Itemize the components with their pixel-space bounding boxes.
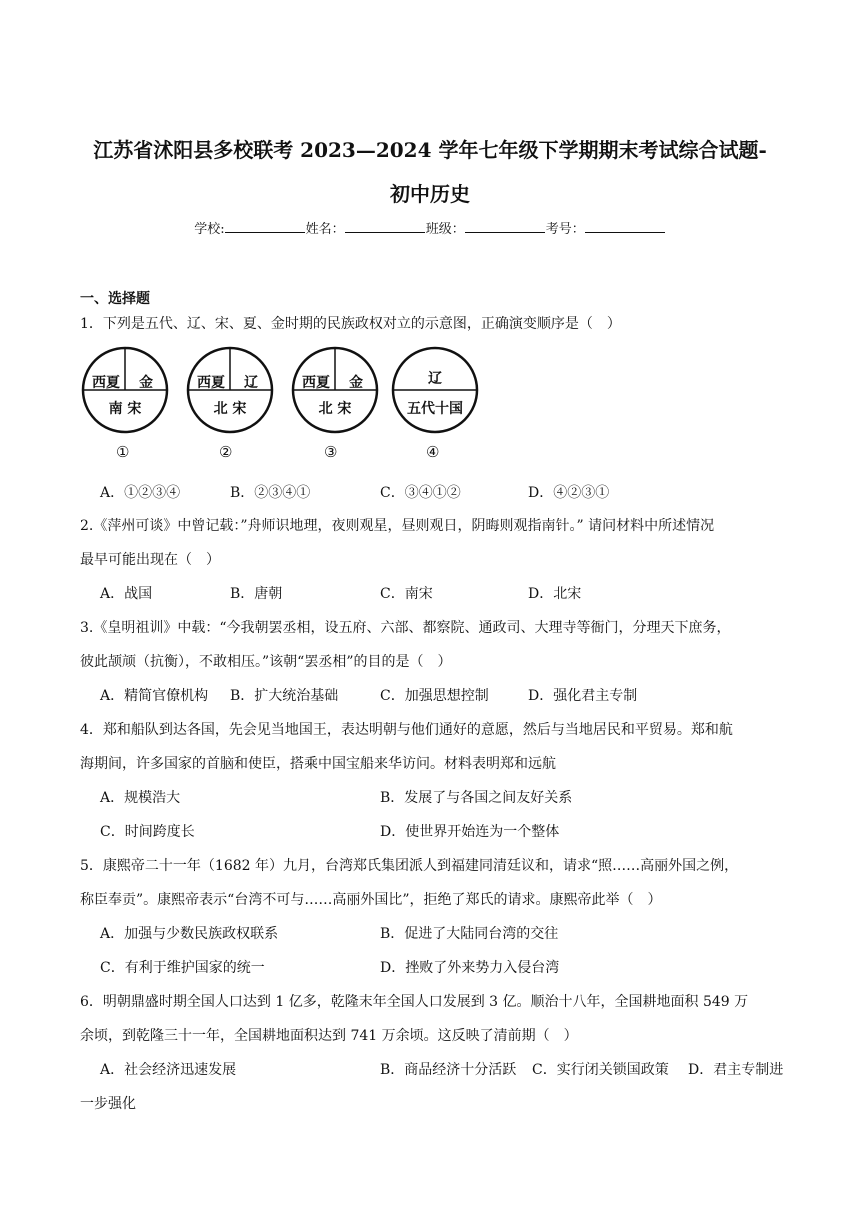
question-2-text-line1: 2.《萍州可谈》中曾记载：”舟师识地理，夜则观星，昼则观日，阴晦则观指南针。” 请问材料中所述情况: [80, 518, 715, 534]
q6-option-d[interactable]: D．君主专制进: [688, 1062, 784, 1078]
q4-option-d[interactable]: D．使世界开始连为一个整体: [380, 824, 560, 840]
diagram-3-top-left: 西夏: [302, 375, 330, 391]
diagram-2-bottom: 北 宋: [213, 401, 247, 417]
question-5-text-line2: 称臣奉贡”。康熙帝表示“台湾不可与……高丽外国比”，拒绝了郑氏的请求。康熙帝此举（ ）: [80, 892, 662, 908]
q2-option-a[interactable]: A．战国: [100, 586, 153, 602]
diagram-1-bottom: 南 宋: [108, 401, 142, 417]
question-6-text-line2: 余顷，到乾隆三十一年，全国耕地面积达到 741 万余顷。这反映了清前期（ ）: [80, 1028, 578, 1044]
diagram-circle-3: [290, 345, 400, 465]
question-4-text-line2: 海期间，许多国家的首脑和使臣，搭乘中国宝船来华访问。材料表明郑和远航: [80, 756, 556, 772]
question-3-text-line1: 3.《皇明祖训》中载：“今我朝罢丞相，设五府、六部、都察院、通政司、大理寺等衙门，分理天下庶务，: [80, 620, 731, 636]
diagram-circle-4: [390, 345, 500, 465]
section-heading: 一、选择题: [80, 291, 150, 307]
q3-option-d[interactable]: D．强化君主专制: [528, 688, 638, 704]
q1-option-b[interactable]: B．②③④①: [230, 485, 311, 501]
diagram-1-top-left: 西夏: [92, 375, 120, 391]
diagram-circle-2: [185, 345, 295, 465]
name-blank[interactable]: [345, 219, 425, 233]
q2-option-c[interactable]: C．南宋: [380, 586, 433, 602]
question-1-text: 1．下列是五代、辽、宋、夏、金时期的民族政权对立的示意图，正确演变顺序是（ ）: [80, 316, 621, 332]
question-6-text-line1: 6．明朝鼎盛时期全国人口达到 1 亿多，乾隆末年全国人口发展到 3 亿。顺治十八年，全国耕地面积 549 万: [80, 994, 749, 1010]
q3-option-b[interactable]: B．扩大统治基础: [230, 688, 339, 704]
diagram-2-top-left: 西夏: [197, 375, 225, 391]
diagram-1-top-right: 金: [139, 375, 153, 391]
q3-option-a[interactable]: A．精简官僚机构: [100, 688, 209, 704]
diagram-3-top-right: 金: [349, 375, 363, 391]
q1-option-c[interactable]: C．③④①②: [380, 485, 461, 501]
class-label: 班级：: [425, 222, 465, 237]
diagram-4-top: 辽: [428, 371, 442, 387]
q6-option-c[interactable]: C．实行闭关锁国政策: [532, 1062, 669, 1078]
q1-option-d[interactable]: D．④②③①: [528, 485, 610, 501]
diagram-1-number: ①: [116, 443, 130, 461]
school-label: 学校:: [194, 222, 225, 237]
q2-option-b[interactable]: B．唐朝: [230, 586, 283, 602]
q6-option-b[interactable]: B．商品经济十分活跃: [380, 1062, 517, 1078]
question-4-text-line1: 4．郑和船队到达各国，先会见当地国王，表达明朝与他们通好的意愿，然后与当地居民和平贸易。郑和航: [80, 722, 733, 738]
q6-option-d-continued: 一步强化: [80, 1096, 136, 1112]
q5-option-b[interactable]: B．促进了大陆同台湾的交往: [380, 926, 559, 942]
diagram-2-number: ②: [219, 443, 233, 461]
q5-option-d[interactable]: D．挫败了外来势力入侵台湾: [380, 960, 560, 976]
exam-title-line2: 初中历史: [390, 182, 470, 206]
q5-option-c[interactable]: C．有利于维护国家的统一: [100, 960, 265, 976]
q3-option-c[interactable]: C．加强思想控制: [380, 688, 489, 704]
question-3-text-line2: 彼此颉颃（抗衡），不敢相压。”该朝“罢丞相”的目的是（ ）: [80, 654, 452, 670]
diagram-4-bottom: 五代十国: [407, 401, 463, 417]
diagram-4-number: ④: [426, 443, 440, 461]
question-2-text-line2: 最早可能出现在（ ）: [80, 552, 220, 568]
name-label: 姓名：: [305, 222, 345, 237]
q4-option-c[interactable]: C．时间跨度长: [100, 824, 195, 840]
question-5-text-line1: 5．康熙帝二十一年（1682 年）九月，台湾郑氏集团派人到福建同清廷议和，请求“照……高丽外国之例，: [80, 858, 739, 874]
q6-option-a[interactable]: A．社会经济迅速发展: [100, 1062, 237, 1078]
q5-option-a[interactable]: A．加强与少数民族政权联系: [100, 926, 279, 942]
q4-option-a[interactable]: A．规模浩大: [100, 790, 181, 806]
student-info-line: [0, 219, 860, 239]
diagram-2-top-right: 辽: [244, 375, 258, 391]
exam-number-label: 考号：: [545, 222, 585, 237]
exam-title-line1: 江苏省沭阳县多校联考 2023—2024 学年七年级下学期期末考试综合试题-: [93, 138, 767, 162]
diagram-3-bottom: 北 宋: [318, 401, 352, 417]
school-blank[interactable]: [225, 219, 305, 233]
diagram-circle-1: [80, 345, 190, 465]
q4-option-b[interactable]: B．发展了与各国之间友好关系: [380, 790, 573, 806]
diagram-3-number: ③: [324, 443, 338, 461]
q1-option-a[interactable]: A．①②③④: [100, 485, 181, 501]
exam-number-blank[interactable]: [585, 219, 665, 233]
circle-graphic: [390, 345, 480, 435]
q2-option-d[interactable]: D．北宋: [528, 586, 582, 602]
class-blank[interactable]: [465, 219, 545, 233]
